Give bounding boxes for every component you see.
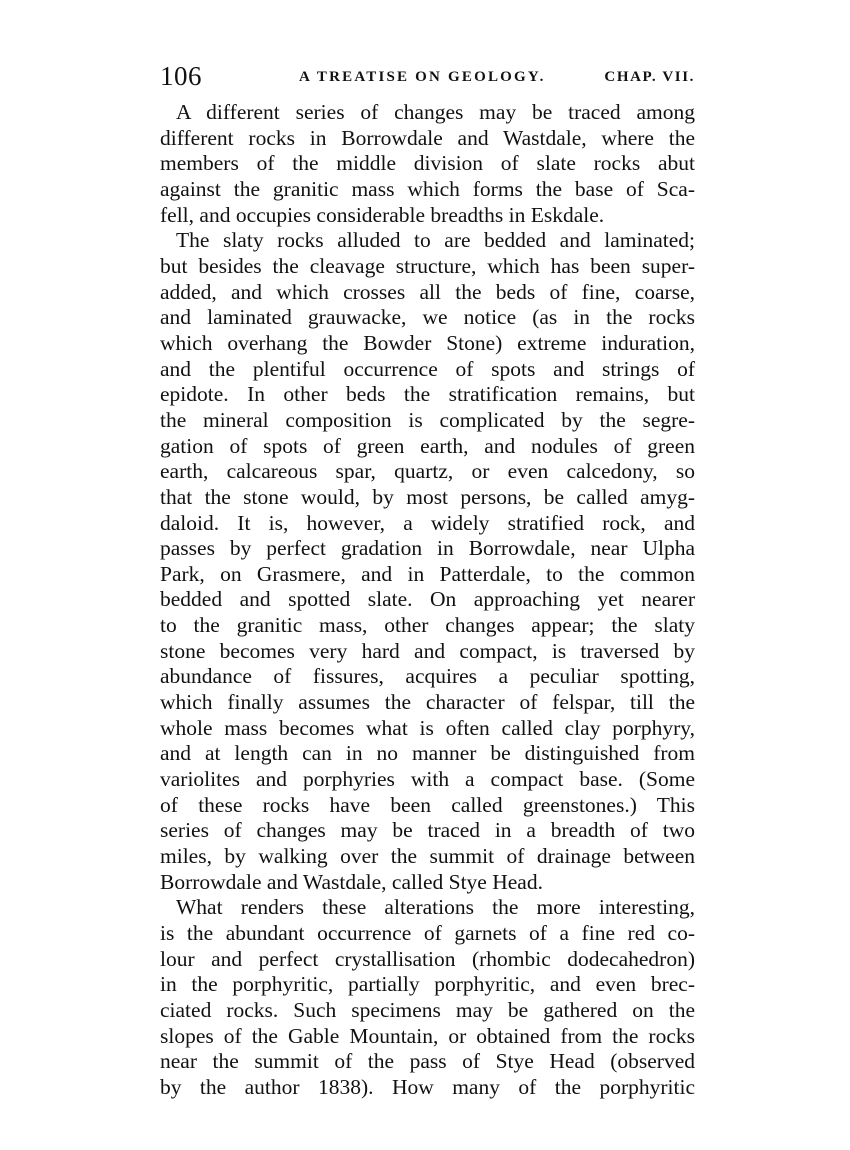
- text-line: different rocks in Borrowdale and Wastdale, where the: [160, 125, 695, 150]
- text-line: which overhang the Bowder Stone) extreme induration,: [160, 330, 695, 355]
- text-line: A different series of changes may be traced among: [176, 100, 695, 124]
- text-line: against the granitic mass which forms the base of Sca-: [160, 176, 695, 201]
- text-line: passes by perfect gradation in Borrowdale, near Ulpha: [160, 536, 695, 561]
- text-line: of these rocks have been called greenstones.) This: [160, 792, 695, 817]
- text-line: and the plentiful occurrence of spots and strings of: [160, 356, 695, 381]
- text-line: in the porphyritic, partially porphyritic, and even brec-: [160, 972, 695, 997]
- chapter-label: CHAP. VII.: [604, 69, 695, 85]
- paragraph: [160, 895, 695, 1100]
- text-line: added, and which crosses all the beds of fine, coarse,: [160, 279, 695, 304]
- paragraph: [160, 100, 695, 228]
- text-line: series of changes may be traced in a breadth of two: [160, 818, 695, 843]
- text-line: by the author 1838). How many of the porphyritic: [160, 1074, 695, 1099]
- text-line: gation of spots of green earth, and nodules of green: [160, 433, 695, 458]
- text-line: near the summit of the pass of Stye Head (observed: [160, 1049, 695, 1074]
- text-line: stone becomes very hard and compact, is traversed by: [160, 638, 695, 663]
- text-line: fell, and occupies considerable breadths in Eskdale.: [160, 202, 605, 227]
- running-title: A TREATISE ON GEOLOGY.: [299, 69, 546, 85]
- page-header: [160, 58, 695, 94]
- text-line: variolites and porphyries with a compact base. (Some: [160, 767, 695, 792]
- text-line: whole mass becomes what is often called clay porphyry,: [160, 715, 695, 740]
- text-line: is the abundant occurrence of garnets of a fine red co-: [160, 921, 695, 945]
- text-line: earth, calcareous spar, quartz, or even calcedony, so: [160, 459, 695, 484]
- text-line: daloid. It is, however, a widely stratified rock, and: [160, 510, 695, 535]
- text-line: Park, on Grasmere, and in Patterdale, to the common: [160, 561, 695, 586]
- text-line: slopes of the Gable Mountain, or obtained from the rocks: [160, 1023, 695, 1048]
- text-line: ciated rocks. Such specimens may be gathered on the: [160, 997, 695, 1022]
- text-line: but besides the cleavage structure, which has been super-: [160, 253, 695, 278]
- paragraph: [160, 228, 695, 895]
- text-line: Borrowdale and Wastdale, called Stye Head.: [160, 869, 543, 894]
- text-line: that the stone would, by most persons, be called amyg-: [160, 484, 695, 509]
- text-line: which finally assumes the character of felspar, till the: [160, 690, 695, 715]
- text-line: What renders these alterations the more interesting,: [176, 895, 695, 920]
- text-line: The slaty rocks alluded to are bedded and laminated;: [176, 228, 695, 253]
- text-line: the mineral composition is complicated by the segre-: [160, 407, 695, 432]
- text-line: epidote. In other beds the stratification remains, but: [160, 382, 695, 407]
- text-line: abundance of fissures, acquires a peculiar spotting,: [160, 664, 695, 689]
- body-text: [160, 100, 695, 1101]
- text-line: and laminated grauwacke, we notice (as in the rocks: [160, 305, 695, 330]
- text-line: bedded and spotted slate. On approaching yet nearer: [160, 587, 695, 612]
- text-line: to the granitic mass, other changes appear; the slaty: [160, 613, 695, 638]
- page-number: 106: [160, 61, 202, 91]
- text-line: lour and perfect crystallisation (rhombic dodecahedron): [160, 946, 695, 971]
- text-line: members of the middle division of slate rocks abut: [160, 151, 695, 176]
- text-line: and at length can in no manner be distinguished from: [160, 741, 695, 766]
- text-line: miles, by walking over the summit of drainage between: [160, 844, 695, 869]
